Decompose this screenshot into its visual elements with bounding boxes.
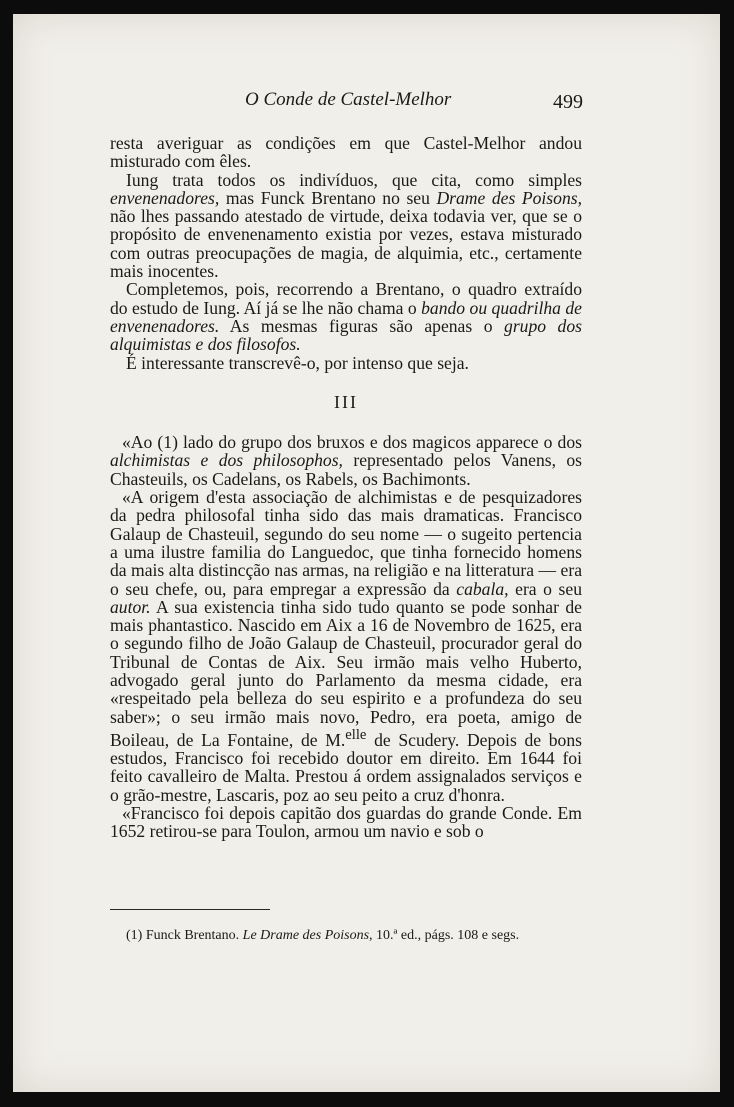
text-run: «A origem d'esta associação de alchimistas e de pesquizadores da pedra philosofal tinha sido das mais dramaticas. Francisco Galaup de Chasteuil, segundo do seu nome — o sugeito pertencia a uma ilustre familia do Languedoc, que tinha fornecido homens da mais alta distincção nas armas, na religião e na litteratura — era o seu chefe, ou, para empregar a expressão da bbox=[110, 487, 582, 599]
text-run: A sua existencia tinha sido tudo quanto se pode sonhar de mais phantastico. Nascido em Aix a 16 de Novembro de 1625, era o segundo filho de João Galaup de Chasteuil, procurador geral do Tribunal de Contas de Aix. Seu irmão mais velho Huberto, advogado geral junto do Parlamento da mesma cidade, era «respeitado pela belleza do seu espirito e a profundeza do seu saber»; o seu irmão mais novo, Pedro, era poeta, amigo de Boileau, de La Fontaine, de M. bbox=[110, 596, 582, 750]
paragraph: resta averiguar as condições em que Castel-Melhor andou misturado com êles. bbox=[110, 133, 582, 172]
paragraph bbox=[110, 280, 582, 353]
paragraph: É interessante transcrevê-o, por intenso que seja. bbox=[126, 352, 469, 373]
text-run: de Scudery. Depois de bons estudos, Francisco foi recebido doutor em direito. Em 1644 foi feito cavalleiro de Malta. Prestou á ordem assignalados serviços e o grão-mestre, Lascaris, poz ao seu peito a cruz d'honra. bbox=[110, 729, 582, 805]
footnote-rule bbox=[110, 909, 270, 910]
text-run: mas Funck Brentano no seu bbox=[219, 187, 437, 208]
text-run: Iung trata todos os indivíduos, que cita, como simples bbox=[126, 169, 582, 190]
text-run: representado pelos Vanens, os Chasteuils, os Cadelans, os Rabels, os Bachimonts. bbox=[110, 450, 582, 489]
running-title: O Conde de Castel-Melhor bbox=[245, 89, 452, 110]
footnote-text: (1) Funck Brentano. bbox=[126, 928, 243, 943]
paragraph bbox=[110, 171, 582, 281]
footnote-text: 10.ª ed., págs. 108 e segs. bbox=[372, 928, 520, 943]
text-run: As mesmas figuras são apenas o bbox=[219, 315, 505, 336]
footnote bbox=[126, 928, 596, 944]
italic-term: autor. bbox=[110, 596, 151, 617]
section-heading: III bbox=[334, 391, 358, 412]
quoted-paragraph bbox=[110, 488, 582, 804]
page-number: 499 bbox=[553, 91, 583, 113]
quoted-paragraph: «Francisco foi depois capitão dos guardas do grande Conde. Em 1652 retirou-se para Toulon, armou um navio e sob o bbox=[110, 802, 582, 842]
footnote-title: Le Drame des Poisons, bbox=[242, 928, 373, 943]
text-run: era o seu bbox=[508, 578, 582, 599]
text-run: não lhes passando atestado de virtude, deixa todavia ver, que se o propósito de envenenamento existia por vezes, estava misturado com outras preocupações de magia, de alquimia, etc., certamente mais inocentes. bbox=[110, 206, 582, 282]
italic-term: grupo dos alquimistas e dos filosofos. bbox=[110, 315, 582, 355]
superscript: elle bbox=[345, 726, 367, 743]
italic-term: alchimistas e dos philosophos, bbox=[110, 450, 343, 471]
italic-title: Drame des Poisons, bbox=[436, 187, 582, 208]
text-run: Completemos, pois, recorrendo a Brentano, o quadro extraído do estudo de Iung. Aí já se lhe não chama o bbox=[110, 279, 582, 318]
book-page bbox=[13, 14, 720, 1092]
italic-term: bando ou quadrilha de envenenadores. bbox=[110, 297, 582, 336]
italic-term: envenenadores, bbox=[110, 187, 220, 208]
italic-term: cabala, bbox=[456, 578, 509, 599]
text-run: «Ao (1) lado do grupo dos bruxos e dos magicos apparece o dos bbox=[122, 432, 582, 453]
quoted-paragraph bbox=[110, 433, 582, 488]
body-text bbox=[110, 134, 582, 841]
page-header bbox=[13, 89, 720, 119]
